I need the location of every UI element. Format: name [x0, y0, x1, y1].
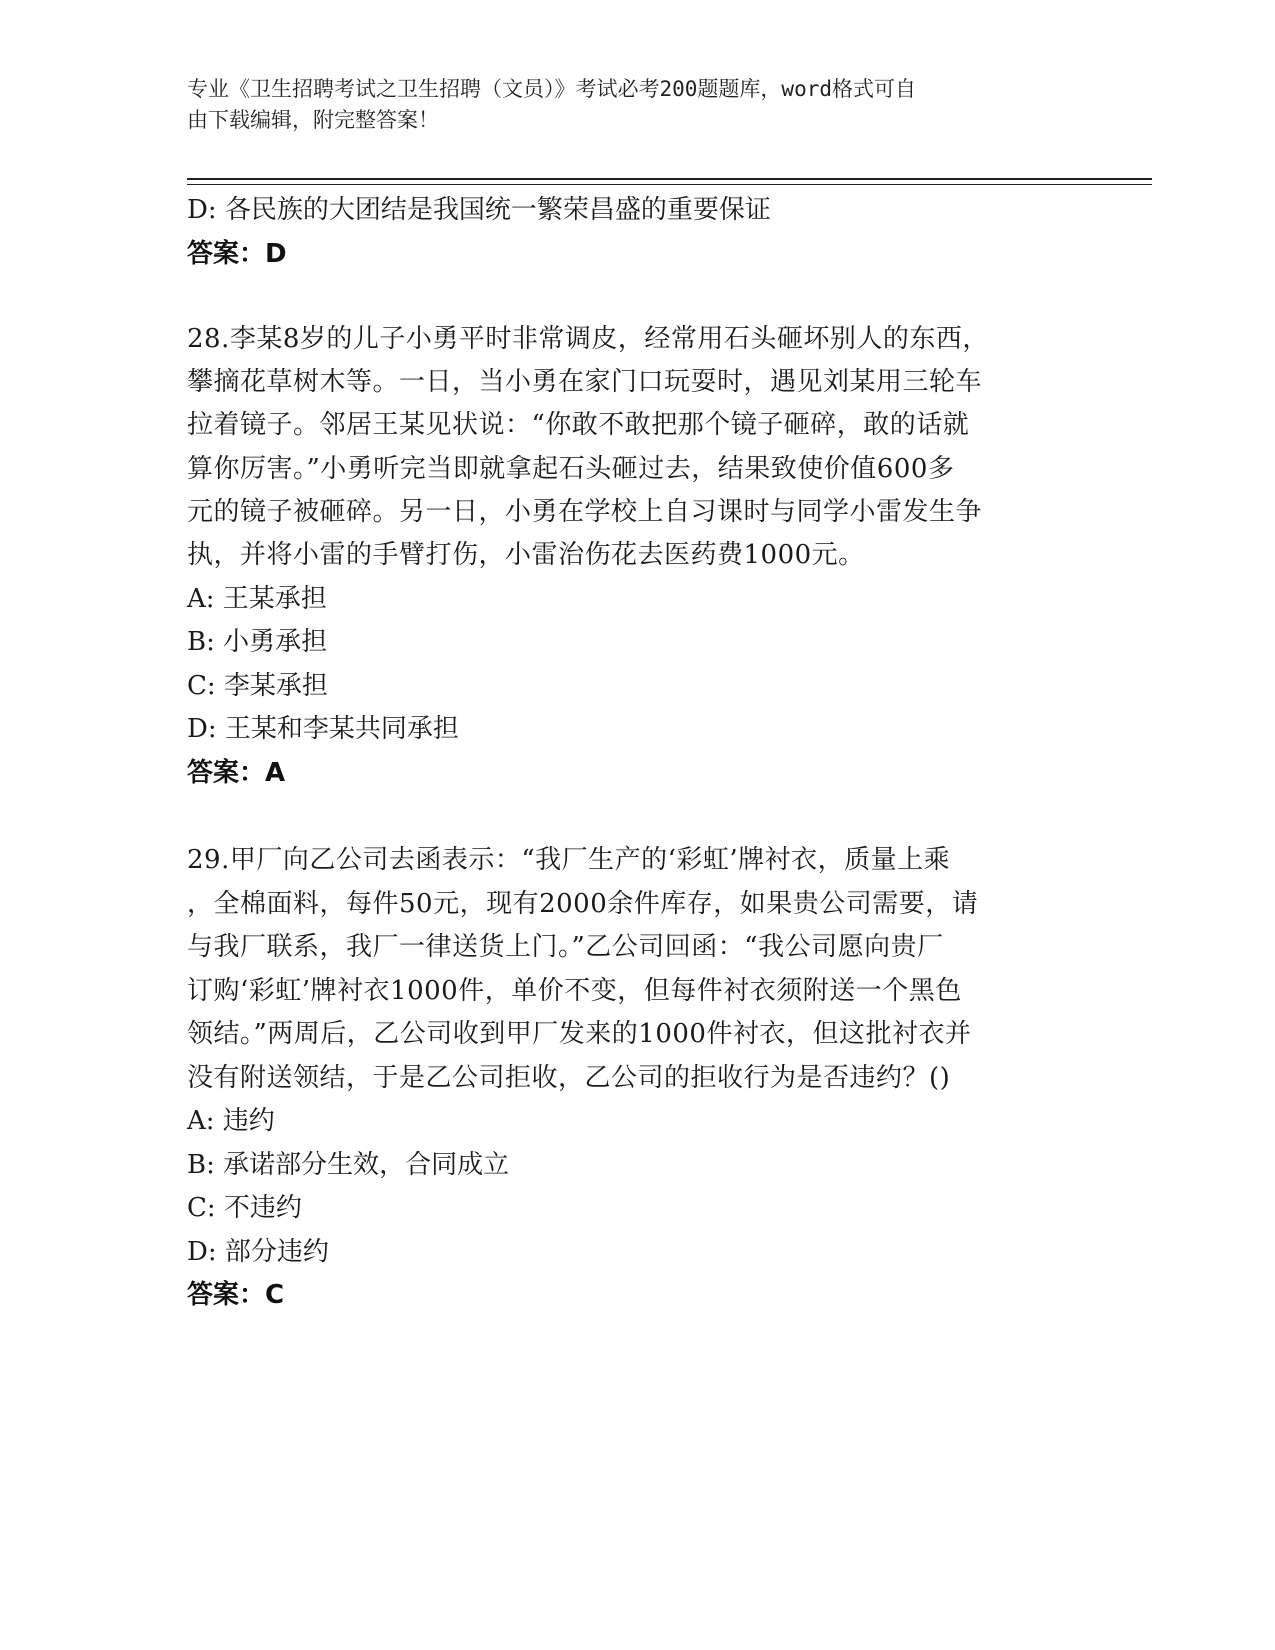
q29-line-5: 领结。”两周后，乙公司收到甲厂发来的1000件衬衣，但这批衬衣并: [187, 1019, 972, 1049]
q28-option-a: A: 王某承担: [187, 584, 327, 614]
prev-answer: 答案：D: [187, 239, 287, 269]
q29-line-2: ，全棉面料，每件50元，现有2000余件库存，如果贵公司需要，请: [187, 889, 979, 919]
q28-option-c: C: 李某承担: [187, 671, 328, 701]
q29-line-4: 订购‘彩虹’牌衬衣1000件，单价不变，但每件衬衣须附送一个黑色: [187, 976, 962, 1006]
q29-line-1: 29.甲厂向乙公司去函表示：“我厂生产的‘彩虹’牌衬衣，质量上乘: [187, 845, 951, 875]
q29-line-3: 与我厂联系，我厂一律送货上门。”乙公司回函：“我公司愿向贵厂: [187, 932, 944, 962]
q29-option-d: D: 部分违约: [187, 1237, 329, 1267]
q28-line-2: 攀摘花草树木等。一日，当小勇在家门口玩耍时，遇见刘某用三轮车: [187, 367, 983, 397]
header-line-1: 专业《卫生招聘考试之卫生招聘（文员）》考试必考200题题库，word格式可自: [187, 77, 916, 101]
q29-answer: 答案：C: [187, 1280, 285, 1310]
q28-line-1: 28.李某8岁的儿子小勇平时非常调皮，经常用石头砸坏别人的东西，: [187, 324, 989, 354]
q28-line-3: 拉着镜子。邻居王某见状说：“你敢不敢把那个镜子砸碎，敢的话就: [187, 410, 970, 440]
q29-option-b: B: 承诺部分生效，合同成立: [187, 1150, 510, 1180]
q29-option-a: A: 违约: [187, 1106, 275, 1136]
q28-line-4: 算你厉害。”小勇听完当即就拿起石头砸过去，结果致使价值600多: [187, 454, 955, 484]
q28-option-b: B: 小勇承担: [187, 627, 328, 657]
document-header: [187, 74, 1067, 136]
q28-option-d: D: 王某和李某共同承担: [187, 714, 459, 744]
q28-line-5: 元的镜子被砸碎。另一日，小勇在学校上自习课时与同学小雷发生争: [187, 497, 983, 527]
header-rule-thin: [187, 184, 1152, 185]
header-rule-thick: [187, 178, 1152, 180]
q28-line-6: 执，并将小雷的手臂打伤，小雷治伤花去医药费1000元。: [187, 540, 865, 570]
prev-option-d: D: 各民族的大团结是我国统一繁荣昌盛的重要保证: [187, 195, 771, 225]
q29-line-6: 没有附送领结，于是乙公司拒收，乙公司的拒收行为是否违约？(): [187, 1063, 951, 1093]
q29-option-c: C: 不违约: [187, 1193, 302, 1223]
q28-answer: 答案：A: [187, 758, 286, 788]
header-line-2: 由下载编辑，附完整答案！: [187, 108, 439, 132]
